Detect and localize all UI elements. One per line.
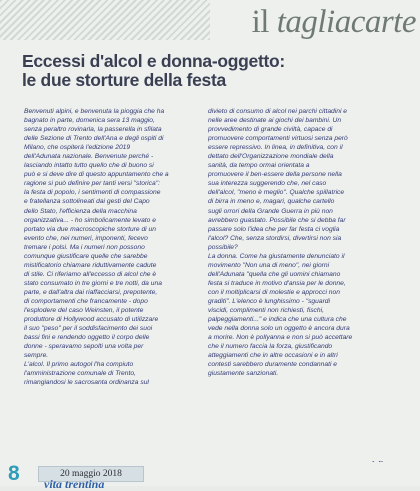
decorative-stripes [0, 0, 210, 40]
body-text-line: dell'Adunata nazionale. Benvenute perché - [24, 153, 154, 161]
body-text-line: graditi". L'elenco è lunghissimo - "sguardi [208, 297, 331, 305]
body-text-line: giustamente sanzionati. [208, 370, 279, 378]
column-title-prefix: il [251, 4, 277, 40]
body-text-line: atteggiamenti che in altre occasioni e in altri [208, 352, 338, 360]
body-text-line: Benvenuti alpini, e benvenuta la pioggia che ha [24, 108, 165, 115]
body-text-line: avrebbero guastato. Possibile che si debba far [208, 216, 346, 224]
publication-masthead: vita trentina [44, 477, 105, 491]
body-text-line: l'alcol? Che, senza stordirsi, divertirsi non sia [208, 234, 342, 242]
body-text-line: donne - speravamo sepolti una volta per [24, 343, 144, 351]
body-text-line: L'alcol. Il primo autogol l'ha compiuto [24, 361, 134, 369]
body-text-line: a morire. Non è pollyanna e non si può accettare [208, 334, 353, 342]
body-text-line: mistificatorio chiamare riduttivamente cadute [24, 261, 157, 269]
body-text-line: movimento "Non una di meno", nei giorni [208, 261, 330, 269]
body-text-line: parte, e dall'altra dai riaffacciarsi, prepotente, [24, 288, 158, 296]
body-text-line: portato via due macroscopiche storture di un [24, 225, 156, 233]
body-text-line: sua interezza suggerendo che, nel caso [208, 180, 327, 188]
body-text-line: produttore di Hollywood accusato di utilizzare [24, 316, 159, 324]
body-text-line: passare solo l'idea che per far festa ci voglia [208, 225, 340, 233]
headline-line: Eccessi d'alcol e donna-oggetto: [22, 51, 285, 71]
body-text-line: senza peraltro rovinarla, la passerella in sfilata [24, 126, 162, 134]
body-text-line: rimangiandosi le sacrosanta ordinanza sul [24, 379, 149, 387]
body-text-line: promuovere comportamenti virtuosi senza però [208, 135, 348, 143]
body-text-line: stato consumato in tre giorni e tre notti, da una [24, 279, 162, 287]
article-headline [22, 52, 407, 90]
body-text-line: può e si deve dire di questo appuntamento che a [24, 171, 169, 179]
body-text-line: dell'alcol, "meno è meglio". Qualche spillatrice [208, 189, 345, 197]
body-text-line: tremare i polsi. Ma i numeri non possono [24, 243, 145, 251]
publication-date: 20 maggio 2018 [38, 466, 144, 482]
body-text-line: che il numero faccia la forza, giustificando [208, 343, 333, 351]
body-text-line: di comportamenti che francamente - dopo [24, 297, 148, 305]
article-body-right-column [208, 107, 388, 378]
body-text-line: comunque giustificare quelle che sarebbe [24, 252, 148, 260]
body-text-line: promuovere il ben-essere della persone nella [208, 171, 342, 179]
body-text-line: divieto di consumo di alcol nei parchi cittadini e [208, 108, 348, 115]
body-text-line: contesti sarebbero duramente condannati e [208, 361, 338, 369]
body-text-line: ragione si può definire per tanti versi "storica": [24, 180, 160, 188]
body-text-line: sanità, da tempo ormai orientata a [208, 162, 310, 170]
body-text-line: La donna. Come ha giustamente denunciato il [208, 252, 345, 260]
body-text-line: lasciando intatto tutto quello che di buono si [24, 162, 154, 170]
body-text-line: dettato dell'Organizzazione mondiale della [208, 153, 334, 161]
body-text-line: festa si traduce in motivo d'ansia per le donne, [208, 279, 346, 287]
page-number: 8 [8, 462, 20, 485]
body-text-line: viscidi, complimenti non richiesti, fischi, [208, 307, 324, 315]
body-text-line: l'amministrazione comunale di Trento, [24, 370, 136, 378]
body-text-line: il suo "peso" per il soddisfacimento dei suoi [24, 325, 153, 333]
body-text-line: organizzativa... - ho simbolicamente levato e [24, 216, 156, 224]
body-text-line: e fratellanza sottolineati dai gesti del Capo [24, 198, 150, 206]
headline-line: le due storture della festa [22, 70, 226, 90]
column-title [230, 4, 416, 41]
body-text-line: bagnato in parte, domenica sera 13 maggio, [24, 117, 155, 125]
body-text-line: la festa di popolo, i sentimenti di compassione [24, 189, 161, 197]
body-text-line: essere repressivo. In linea, in definitiva, con il [208, 144, 343, 152]
body-text-line: delle Sezione di Trento dell'Ana e degli ospiti di [24, 135, 164, 143]
body-text-line: nelle aree destinate ai giochi dei bambini. Un [208, 117, 342, 125]
column-title-name: tagliacarte [276, 4, 416, 40]
body-text-line: bassi fini e rendendo oggetto il corpo delle [24, 334, 150, 342]
body-text-line: evento che, nei numeri, imponenti, fecevo [24, 234, 148, 242]
body-text-line: vede nella donna solo un oggetto è ancora dura [208, 325, 350, 333]
body-text-line: sempre. [24, 352, 49, 360]
body-text-line: con il moltiplicarsi di molestie e approcci non [208, 288, 340, 296]
body-text-line: possibile? [208, 243, 238, 251]
body-text-line: l'esplodere del caso Weinsten, il potente [24, 307, 144, 315]
body-text-line: provvedimento di grande civiltà, capace di [208, 126, 333, 134]
body-text-line: di stile. Ci riferiamo all'eccesso di alcol che è [24, 270, 157, 278]
article-body-left-column [24, 107, 201, 387]
body-text-line: dell'Adunata "quella che gli uomini chiamano [208, 270, 341, 278]
body-text-line: dello Stato, l'efficienza della macchina [24, 207, 137, 215]
body-text-line: di birra in meno e, magari, qualche cartello [208, 198, 335, 206]
body-text-line: sugli orrori della Grande Guerra in più non [208, 207, 333, 215]
body-text-line: Milano, che ospiterà l'edizione 2019 [24, 144, 131, 152]
body-text-line: palpeggiamenti..." e indica che una cultura che [208, 316, 347, 324]
